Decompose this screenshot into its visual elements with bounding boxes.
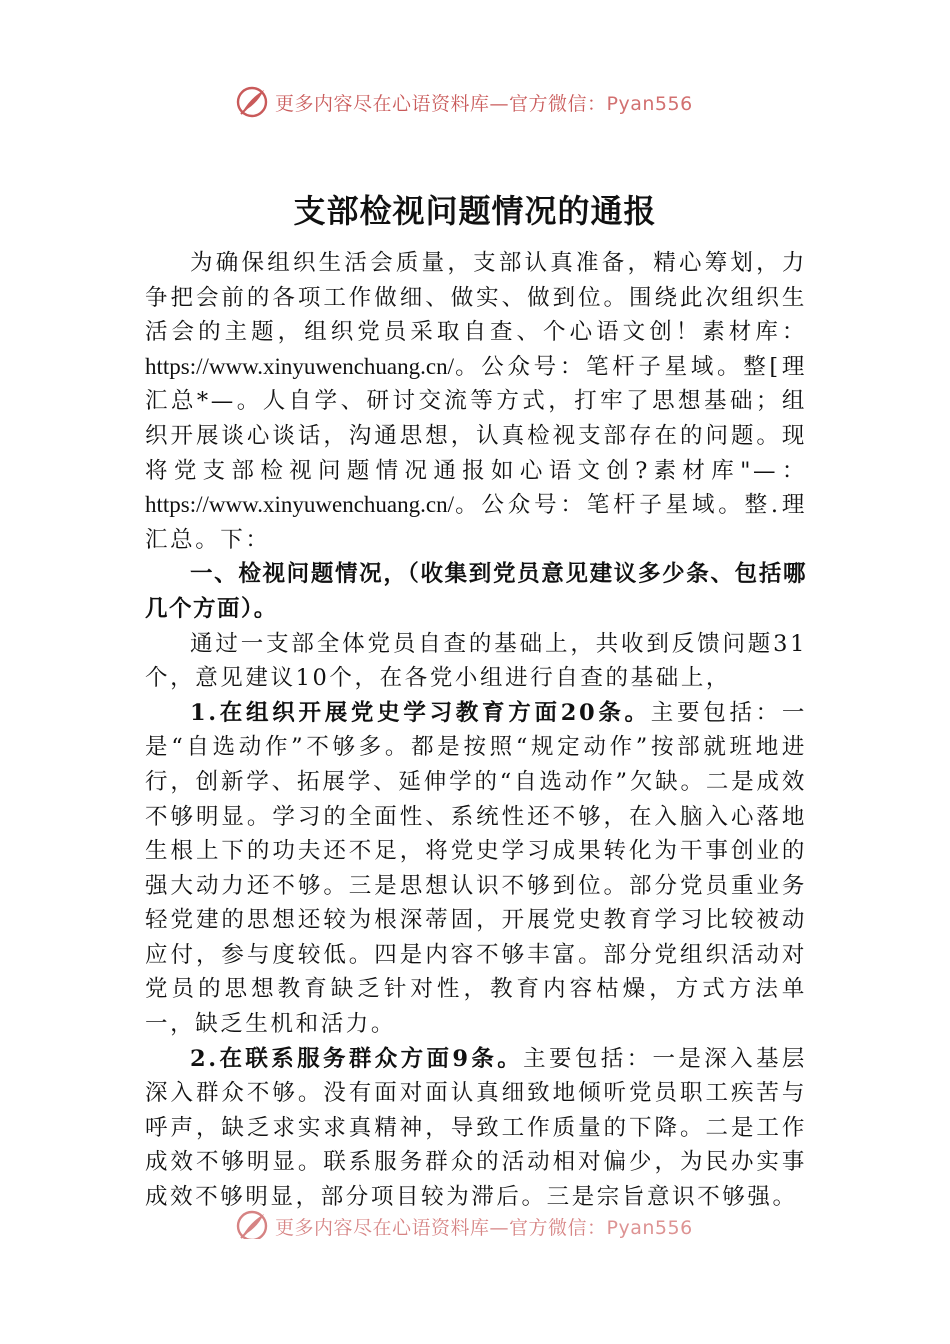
quill-logo-icon xyxy=(235,1209,269,1239)
section-heading: 一、检视问题情况，（收集到党员意见建议多少条、包括哪几个方面）。 xyxy=(145,561,807,622)
document-body xyxy=(145,246,807,1215)
intro-paragraph: 为确保组织生活会质量，支部认真准备，精心筹划，力争把会前的各项工作做细、做实、做到位。围绕此次组织生活会的主题，组织党员采取自查、个心语文创！素材库：https://www.xinyuwenchuang.cn/。公众号：笔杆子星域。整[理汇总*—。人自学、研讨交流等方式，打牢了思想基础；组织开展谈心谈话，沟通思想，认真检视支部存在的问题。现将党支部检视问题情况通报如心语文创?素材库"—：https://www.xinyuwenchuang.cn/。公众号：笔杆子星域。整.理汇总。下： xyxy=(145,250,807,553)
watermark-banner-top xyxy=(235,82,693,122)
watermark-banner-bottom xyxy=(235,1205,693,1239)
watermark-text: 更多内容尽在心语资料库—官方微信：Pyan556 xyxy=(275,1216,693,1239)
serve-masses-paragraph: 2.在联系服务群众方面9条。主要包括：一是深入基层深入群众不够。没有面对面认真细致地倾听党员职工疾苦与呼声，缺乏求实求真精神，导致工作质量的下降。二是工作成效不够明显。联系服务群众的活动相对偏少，为民办实事成效不够明显，部分项目较为滞后。三是宗旨意识不够强。 xyxy=(145,1045,807,1211)
website-url: https://www.xinyuwenchuang.cn/ xyxy=(145,353,454,379)
summary-paragraph: 通过一支部全体党员自查的基础上，共收到反馈问题31个，意见建议10个，在各党小组进行自查的基础上， xyxy=(145,630,807,692)
party-history-paragraph: 1.在组织开展党史学习教育方面20条。主要包括：一是“自选动作”不够多。都是按照“规定动作”按部就班地进行，创新学、拓展学、延伸学的“自选动作”欠缺。二是成效不够明显。学习的全面性、系统性还不够，在入脑入心落地生根上下的功夫还不足，将党史学习成果转化为干事创业的强大动力还不够。三是思想认识不够到位。部分党员重业务轻党建的思想还较为根深蒂固，开展党史教育学习比较被动应付，参与度较低。四是内容不够丰富。部分党组织活动对党员的思想教育缺乏针对性，教育内容枯燥，方式方法单一，缺乏生机和活力。 xyxy=(145,699,807,1038)
item-2-heading: 2.在联系服务群众方面9条。 xyxy=(190,1045,524,1072)
document-title: 支部检视问题情况的通报 xyxy=(293,192,657,230)
watermark-text: 更多内容尽在心语资料库—官方微信：Pyan556 xyxy=(275,92,693,115)
website-url-2: https://www.xinyuwenchuang.cn/ xyxy=(145,492,454,518)
item-1-heading: 1.在组织开展党史学习教育方面20条。 xyxy=(190,699,651,726)
quill-logo-icon xyxy=(235,85,269,119)
